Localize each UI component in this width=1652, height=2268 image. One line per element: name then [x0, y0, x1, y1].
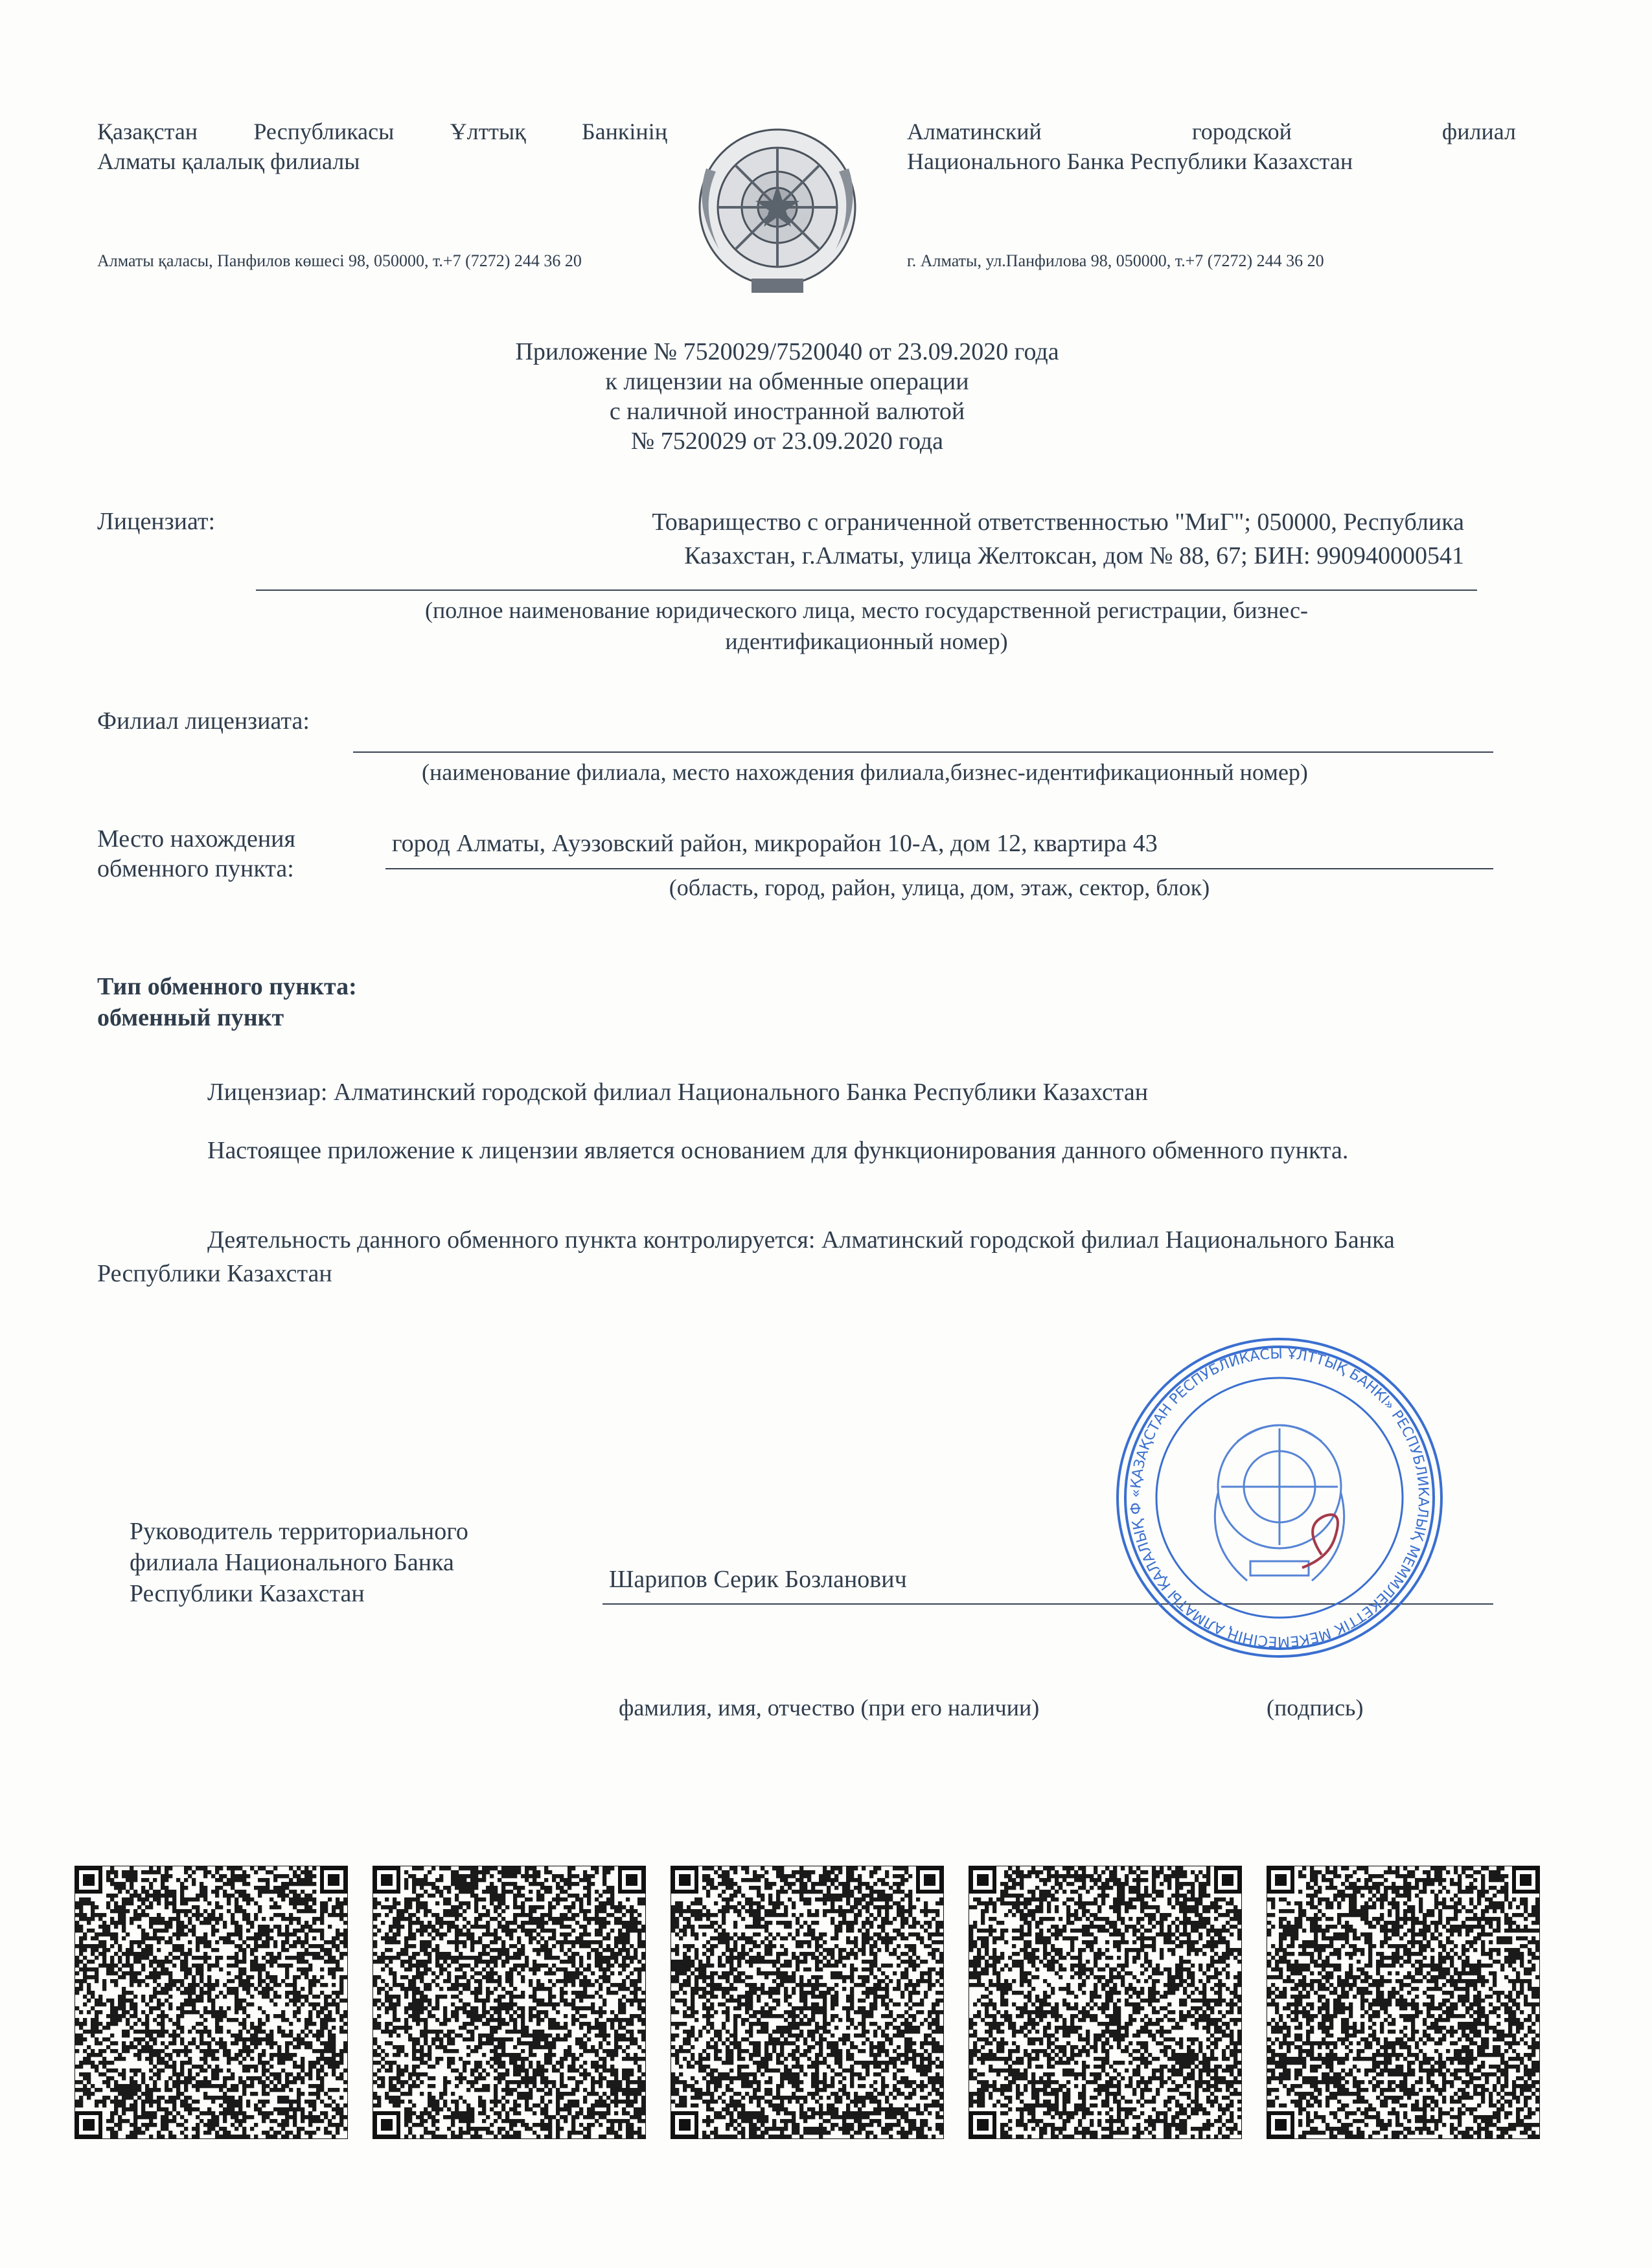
- exchange-type-label: Тип обменного пункта:: [97, 973, 357, 1000]
- header-left-word: Қазақстан: [97, 119, 198, 144]
- branch-label: Филиал лицензиата:: [97, 707, 310, 735]
- signatory-role-line: Руководитель территориального: [130, 1518, 468, 1545]
- location-value: город Алматы, Ауэзовский район, микрорайон 10-А, дом 12, квартира 43: [392, 830, 1158, 857]
- qr-code-icon: [671, 1866, 944, 2139]
- licensee-hint: [256, 595, 1477, 657]
- qr-code-icon: [1267, 1866, 1540, 2139]
- stamp-text: «ҚАЗАҚСТАН РЕСПУБЛИКАСЫ ҰЛТТЫҚ БАНКІ» РЕСПУБЛИКАЛЫҚ МЕММЛЕКЕТТІК МЕКЕМЕСІНІҢ АЛМАТЫ ҚАЛАЛЫҚ Ф: [1127, 1346, 1432, 1650]
- header-left-line1: [97, 117, 667, 146]
- qr-code-icon: [373, 1866, 646, 2139]
- title-line: Приложение № 7520029/7520040 от 23.09.2020 года: [515, 338, 1059, 365]
- title-line: с наличной иностранной валютой: [609, 398, 965, 425]
- basis-paragraph: Настоящее приложение к лицензии является основанием для функционирования данного обменного пункта.: [207, 1137, 1349, 1164]
- title-line: к лицензии на обменные операции: [605, 368, 969, 395]
- licensee-value: [441, 505, 1464, 573]
- header-left-word: Банкінің: [582, 119, 667, 144]
- licensee-label: Лицензиат:: [97, 508, 216, 535]
- control-paragraph: Деятельность данного обменного пункта контролируется: Алматинский городской филиал Национального Банка Республики Казахстан: [97, 1226, 1395, 1287]
- header-right-word: филиал: [1441, 119, 1516, 144]
- signatory-name-hint: фамилия, имя, отчество (при его наличии): [619, 1695, 1040, 1721]
- header-right-russian: [907, 117, 1516, 176]
- location-label-line: Место нахождения: [97, 825, 295, 853]
- location-underline: [385, 868, 1493, 869]
- signatory-role-line: Республики Казахстан: [130, 1580, 365, 1607]
- signatory-role-line: филиала Национального Банка: [130, 1549, 454, 1576]
- exchange-type-value: обменный пункт: [97, 1004, 284, 1031]
- header-right-word: Алматинский: [907, 119, 1042, 144]
- location-label-line: обменного пункта:: [97, 855, 294, 882]
- document-title: [324, 337, 1250, 456]
- licensee-hint-line: идентификационный номер): [725, 628, 1008, 654]
- header-left-word: Республикасы: [253, 119, 395, 144]
- header-left-kazakh: [97, 117, 667, 176]
- header-right-line1: [907, 117, 1516, 146]
- header-left-word: Ұлттық: [450, 119, 526, 144]
- licensee-underline: [256, 590, 1477, 591]
- location-hint: (область, город, район, улица, дом, этаж, сектор, блок): [669, 875, 1210, 900]
- signatory-role: [130, 1516, 468, 1609]
- licensee-value-line: Казахстан, г.Алматы, улица Желтоксан, дом № 88, 67; БИН: 990940000541: [684, 542, 1464, 569]
- licensor-paragraph: Лицензиар: Алматинский городской филиал Национального Банка Республики Казахстан: [207, 1079, 1149, 1106]
- licensee-hint-line: (полное наименование юридического лица, место государственной регистрации, бизнес-: [425, 597, 1308, 623]
- state-emblem-icon: [680, 110, 875, 304]
- header-right-address: г. Алматы, ул.Панфилова 98, 050000, т.+7 (7272) 244 36 20: [907, 251, 1324, 270]
- header-right-line2: Национального Банка Республики Казахстан: [907, 148, 1353, 174]
- official-stamp: [1108, 1331, 1451, 1665]
- header-right-word: городской: [1191, 119, 1292, 144]
- header-left-line2: Алматы қалалық филиалы: [97, 148, 360, 174]
- signature-hint: (подпись): [1267, 1695, 1364, 1721]
- branch-hint: (наименование филиала, место нахождения филиала,бизнес-идентификационный номер): [422, 759, 1308, 785]
- licensee-value-line: Товарищество с ограниченной ответственностью "МиГ"; 050000, Республика: [652, 509, 1464, 536]
- location-label: [97, 824, 295, 884]
- signatory-name: Шарипов Серик Бозланович: [609, 1566, 907, 1593]
- branch-underline: [353, 751, 1493, 753]
- qr-code-icon: [969, 1866, 1242, 2139]
- qr-code-icon: [75, 1866, 348, 2139]
- header-left-address: Алматы қаласы, Панфилов көшесі 98, 050000, т.+7 (7272) 244 36 20: [97, 251, 582, 270]
- title-line: № 7520029 от 23.09.2020 года: [630, 428, 944, 455]
